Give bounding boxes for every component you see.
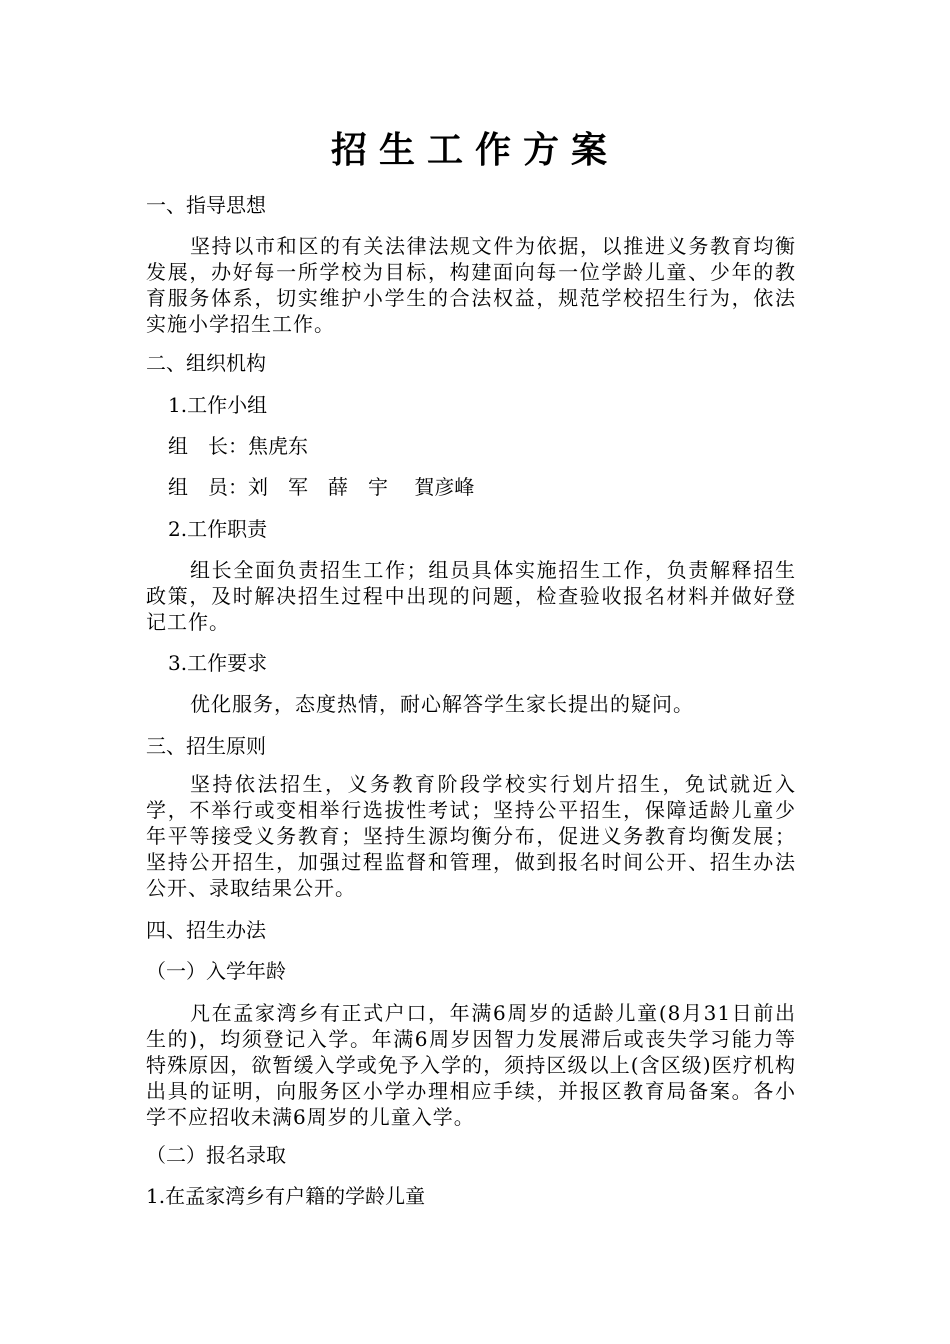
section-heading-methods: 四、招生办法 [146,918,266,942]
paragraph-age: 凡在孟家湾乡有正式户口，年满6周岁的适龄儿童(8月31日前出生的)，均须登记入学。年满6周岁因智力发展滞后或丧失学习能力等特殊原因，欲暂缓入学或免予入学的，须持区级以上(含区级)医疗机构出具的证明，向服务区小学办理相应手续，并报区教育局备案。各小学不应招收未满6周岁的儿童入学。 [146,1001,796,1129]
subsection-heading-age: （一）入学年龄 [146,959,286,983]
section-heading-organization: 二、组织机构 [146,351,266,375]
paragraph-work-duties: 组长全面负责招生工作；组员具体实施招生工作，负责解释招生政策，及时解决招生过程中出现的问题，检查验收报名材料并做好登记工作。 [146,558,796,634]
paragraph-guiding-thought: 坚持以市和区的有关法律法规文件为依据，以推进义务教育均衡发展，办好每一所学校为目标，构建面向每一位学龄儿童、少年的教育服务体系，切实维护小学生的合法权益，规范学校招生行为，依法实施小学招生工作。 [146,234,796,336]
group-members: 组 员：刘 军 薛 宇 賀彦峰 [168,475,475,499]
paragraph-principles: 坚持依法招生，义务教育阶段学校实行划片招生，免试就近入学，不举行或变相举行选拔性考试；坚持公平招生，保障适龄儿童少年平等接受义务教育；坚持生源均衡分布，促进义务教育均衡发展；坚持公开招生，加强过程监督和管理，做到报名时间公开、招生办法公开、录取结果公开。 [146,772,796,900]
paragraph-work-requirements: 优化服务，态度热情，耐心解答学生家长提出的疑问。 [190,692,694,716]
section-heading-principles: 三、招生原则 [146,734,266,758]
item-work-requirements: 3.工作要求 [168,651,268,675]
page-title: 招生工作方案 [330,130,619,171]
group-leader: 组 长：焦虎东 [168,434,308,458]
subsection-heading-registration: （二）报名录取 [146,1143,286,1167]
item-work-duties: 2.工作职责 [168,517,268,541]
item-work-group: 1.工作小组 [168,393,268,417]
item-local-children: 1.在孟家湾乡有户籍的学龄儿童 [146,1184,426,1208]
section-heading-guiding-thought: 一、指导思想 [146,193,266,217]
